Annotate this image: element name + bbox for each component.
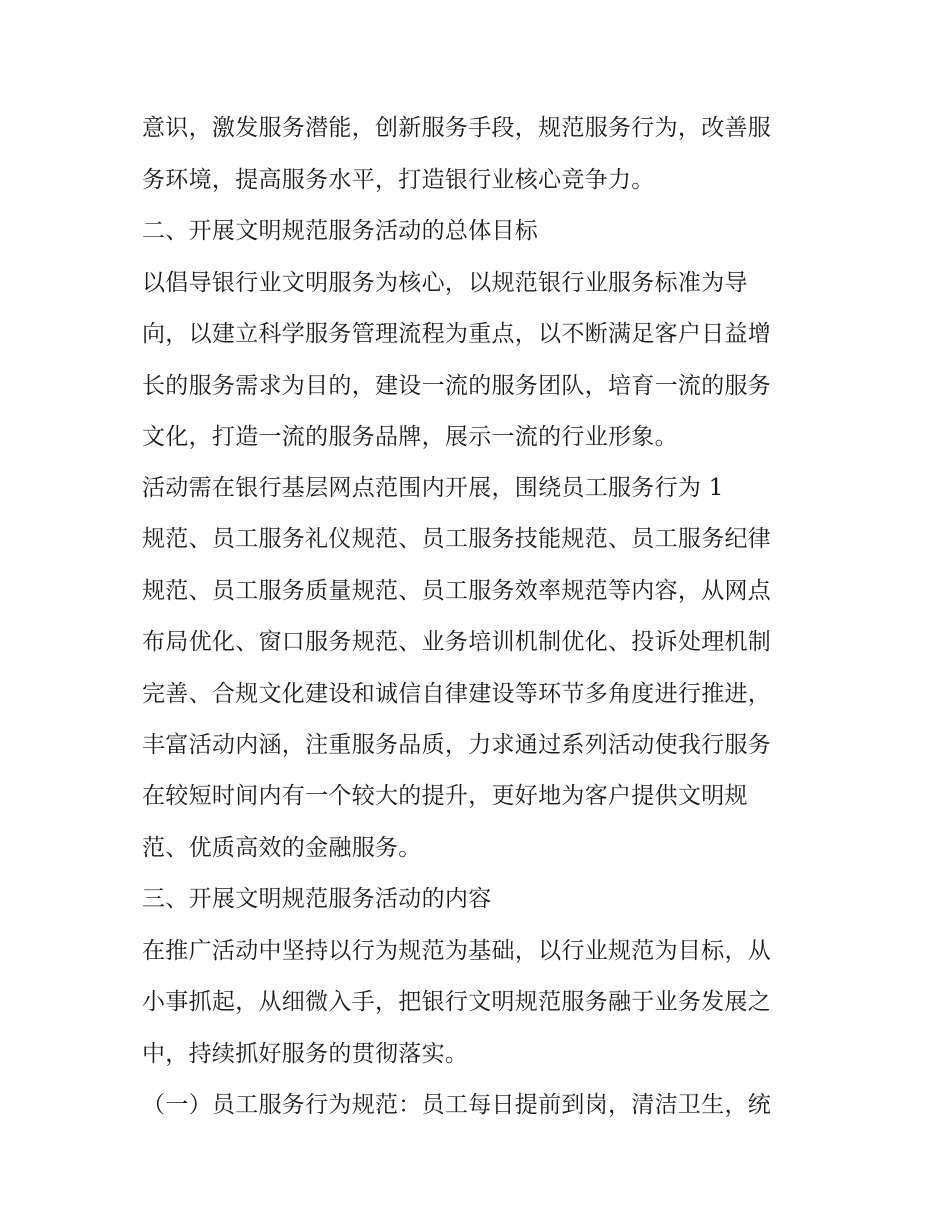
text-line: 以倡导银行业文明服务为核心，以规范银行业服务标准为导 [142, 270, 748, 296]
text-line: 活动需在银行基层网点范围内开展，围绕员工服务行为 1 [142, 475, 724, 501]
text-line: （一）员工服务行为规范：员工每日提前到岗，清洁卫生，统 [142, 1092, 772, 1118]
text-line: 意识，激发服务潜能，创新服务手段，规范服务行为，改善服 [142, 115, 772, 141]
text-line: 长的服务需求为目的，建设一流的服务团队，培育一流的服务 [142, 373, 772, 399]
text-line: 务环境，提高服务水平，打造银行业核心竞争力。 [142, 167, 655, 193]
text-line: 向，以建立科学服务管理流程为重点，以不断满足客户日益增 [142, 321, 772, 347]
text-line: 布局优化、窗口服务规范、业务培训机制优化、投诉处理机制 [142, 629, 772, 655]
text-line: 范、优质高效的金融服务。 [142, 835, 422, 861]
text-line: 完善、合规文化建设和诚信自律建设等环节多角度进行推进， [142, 681, 772, 707]
section-heading: 二、开展文明规范服务活动的总体目标 [142, 218, 539, 244]
text-line: 在推广活动中坚持以行为规范为基础，以行业规范为目标，从 [142, 938, 772, 964]
text-line: 在较短时间内有一个较大的提升，更好地为客户提供文明规 [142, 783, 748, 809]
text-line: 中，持续抓好服务的贯彻落实。 [142, 1041, 469, 1067]
text-line: 规范、员工服务质量规范、员工服务效率规范等内容，从网点 [142, 578, 772, 604]
section-heading: 三、开展文明规范服务活动的内容 [142, 886, 492, 912]
text-line: 规范、员工服务礼仪规范、员工服务技能规范、员工服务纪律 [142, 526, 772, 552]
text-line: 小事抓起，从细微入手，把银行文明规范服务融于业务发展之 [142, 989, 772, 1015]
text-line: 文化，打造一流的服务品牌，展示一流的行业形象。 [142, 424, 678, 450]
text-line: 丰富活动内涵，注重服务品质，力求通过系列活动使我行服务 [142, 732, 772, 758]
